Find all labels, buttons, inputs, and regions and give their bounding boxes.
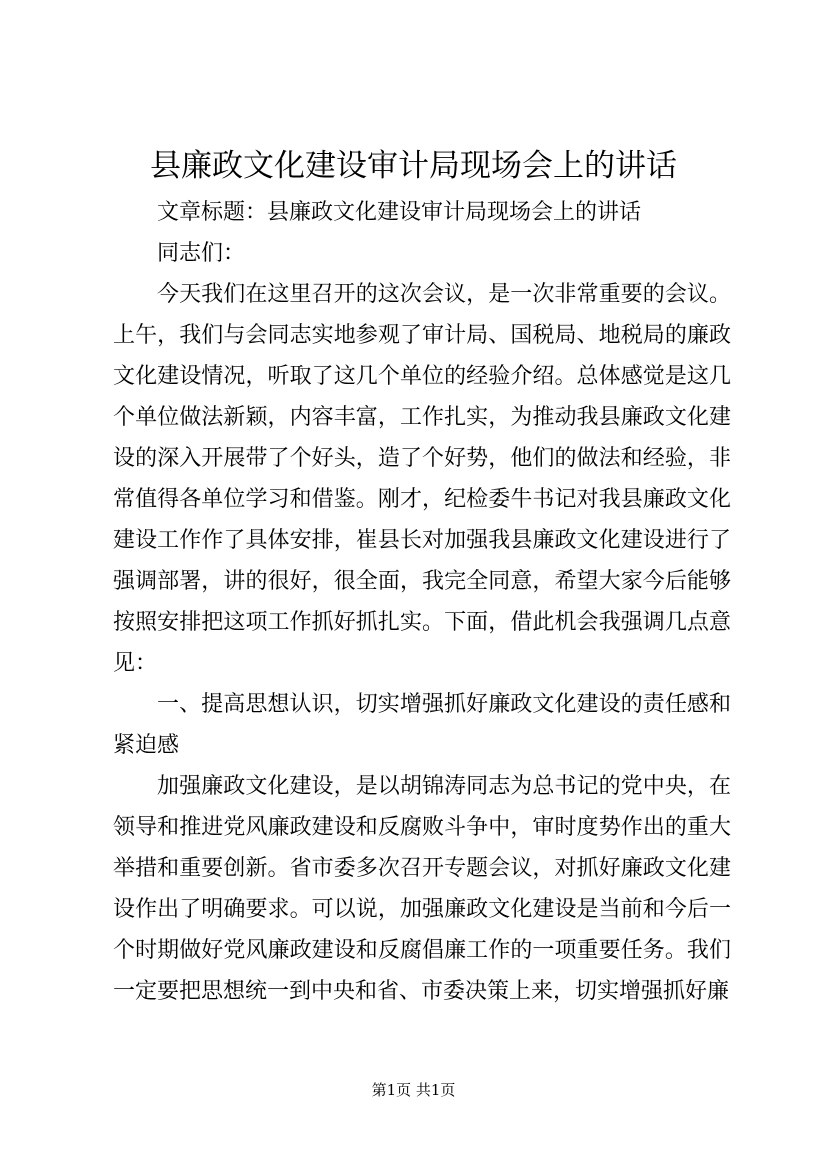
salutation: 同志们： <box>157 241 246 266</box>
document-body <box>113 192 731 1012</box>
section-heading-1: 一、提高思想认识，切实增强抓好廉政文化建设的责任感和紧迫感 <box>113 692 731 758</box>
page-footer: 第1页 共1页 <box>371 1081 456 1099</box>
article-title-line: 文章标题：县廉政文化建设审计局现场会上的讲话 <box>157 200 642 225</box>
document-title: 县廉政文化建设审计局现场会上的讲话 <box>150 148 677 184</box>
body-paragraph-intro: 今天我们在这里召开的这次会议，是一次非常重要的会议。上午，我们与会同志实地参观了审计局、国税局、地税局的廉政文化建设情况，听取了这几个单位的经验介绍。总体感觉是这几个单位做法新颖，内容丰富，工作扎实，为推动我县廉政文化建设的深入开展带了个好头，造了个好势，他们的做法和经验，非常值得各单位学习和借鉴。刚才，纪检委牛书记对我县廉政文化建设工作作了具体安排，崔县长对加强我县廉政文化建设进行了强调部署，讲的很好，很全面，我完全同意，希望大家今后能够按照安排把这项工作抓好抓扎实。下面，借此机会我强调几点意见： <box>113 282 731 676</box>
body-paragraph-section-1: 加强廉政文化建设，是以胡锦涛同志为总书记的党中央，在领导和推进党风廉政建设和反腐败斗争中，审时度势作出的重大举措和重要创新。省市委多次召开专题会议，对抓好廉政文化建设作出了明确要求。可以说，加强廉政文化建设是当前和今后一个时期做好党风廉政建设和反腐倡廉工作的一项重要任务。我们一定要把思想统一到中央和省、市委决策上来，切实增强抓好廉 <box>113 774 731 1004</box>
